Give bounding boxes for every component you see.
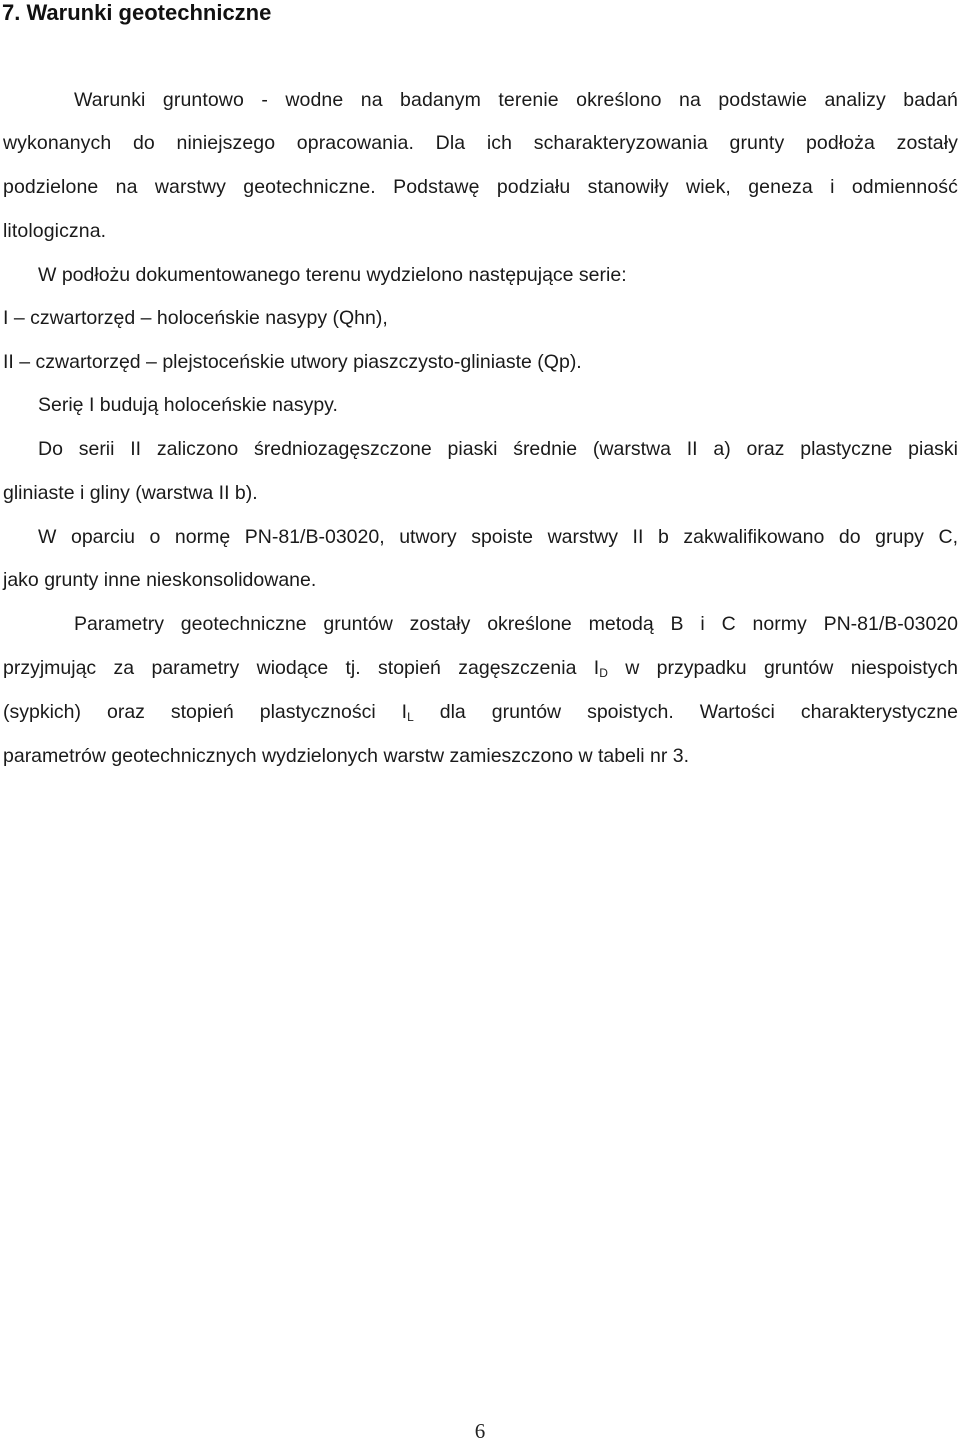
serie-2-line1: Do serii II zaliczono średniozagęszczone piaski średnie (warstwa II a) oraz plastyczne piaski xyxy=(38,438,958,460)
params-line3-text-a: (sypkich) oraz stopień plastyczności I xyxy=(3,701,408,723)
params-line2 xyxy=(3,654,958,682)
params-line3 xyxy=(3,698,958,726)
paragraph1-line1: Warunki gruntowo - wodne na badanym terenie określono na podstawie analizy badań xyxy=(74,89,958,111)
norm-line2: jako grunty inne nieskonsolidowane. xyxy=(3,569,317,591)
params-line2-text-a: przyjmując za parametry wiodące tj. stopień zagęszczenia I xyxy=(3,657,600,679)
page-number: 6 xyxy=(474,1419,486,1443)
paragraph1-line4: litologiczna. xyxy=(3,220,107,242)
section-heading: 7. Warunki geotechniczne xyxy=(2,0,272,25)
params-line4: parametrów geotechnicznych wydzielonych warstw zamieszczono w tabeli nr 3. xyxy=(3,745,690,767)
params-line2-text-b: w przypadku gruntów niespoistych xyxy=(607,657,958,679)
norm-line1: W oparciu o normę PN-81/B-03020, utwory spoiste warstwy II b zakwalifikowano do grupy C, xyxy=(38,526,958,548)
serie-2-line2: gliniaste i gliny (warstwa II b). xyxy=(3,482,258,504)
plasticity-index-subscript: L xyxy=(407,710,414,724)
density-index-subscript: D xyxy=(599,666,608,680)
series-item-2: II – czwartorzęd – plejstoceńskie utwory piaszczysto-gliniaste (Qp). xyxy=(3,351,582,373)
paragraph1-line3: podzielone na warstwy geotechniczne. Podstawę podziału stanowiły wiek, geneza i odmienność xyxy=(3,176,958,198)
paragraph1-line2: wykonanych do niniejszego opracowania. Dla ich scharakteryzowania grunty podłoża zostały xyxy=(3,132,958,154)
serie-1-description: Serię I budują holoceńskie nasypy. xyxy=(38,394,338,416)
series-item-1: I – czwartorzęd – holoceńskie nasypy (Qhn), xyxy=(3,307,388,329)
params-line1: Parametry geotechniczne gruntów zostały określone metodą B i C normy PN-81/B-03020 xyxy=(74,613,958,635)
series-intro: W podłożu dokumentowanego terenu wydzielono następujące serie: xyxy=(38,264,627,286)
params-line3-text-b: dla gruntów spoistych. Wartości charakterystyczne xyxy=(413,701,958,723)
